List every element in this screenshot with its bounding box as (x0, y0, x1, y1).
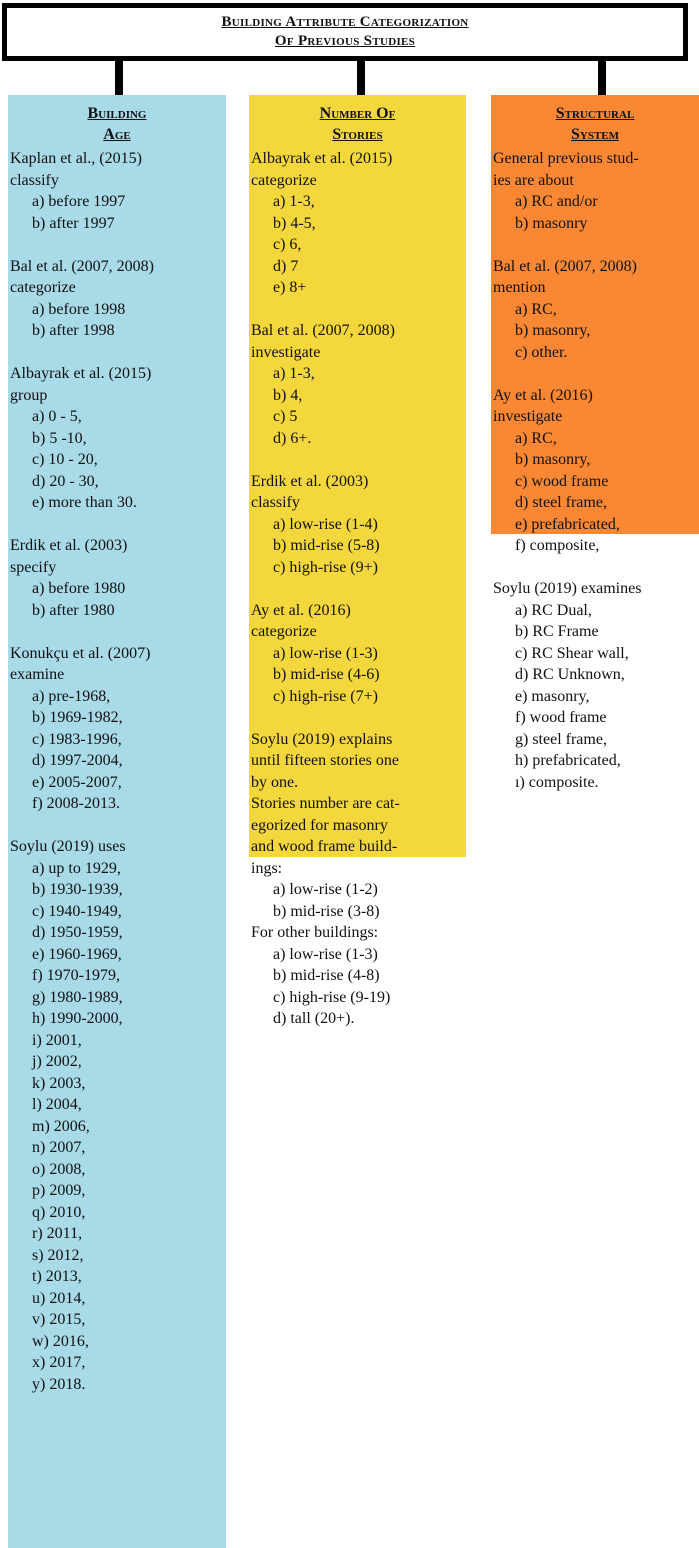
category-item: c) RC Shear wall, (515, 644, 629, 662)
study-block (249, 600, 466, 708)
category-item: t) 2013, (32, 1268, 82, 1285)
category-item: k) 2003, (32, 1074, 86, 1092)
study-text: Soylu (2019) examines (493, 580, 642, 597)
diagram-title-box (2, 3, 688, 61)
category-item: a) before 1998 (32, 300, 126, 318)
study-text: Erdik et al. (2003) (251, 472, 369, 490)
study-text: by one. (251, 773, 299, 791)
study-block (491, 256, 699, 364)
study-text: Kaplan et al., (2015) (10, 150, 142, 167)
study-text: and wood frame build- (251, 838, 398, 855)
study-block (8, 836, 226, 1395)
category-item: a) RC, (515, 429, 557, 447)
category-item: x) 2017, (32, 1354, 86, 1371)
study-text: General previous stud- (493, 150, 639, 167)
category-item: c) 5 (273, 408, 298, 425)
study-text: categorize (251, 171, 317, 189)
category-item: f) 1970-1979, (32, 967, 120, 984)
category-item: f) 2008-2013. (32, 795, 120, 812)
category-item: b) after 1998 (32, 322, 115, 339)
study-text: Konukçu et al. (2007) (10, 644, 151, 662)
study-text: group (10, 386, 48, 404)
category-item: f) composite, (515, 537, 600, 554)
category-item: e) more than 30. (32, 494, 137, 511)
category-item: h) prefabricated, (515, 752, 621, 769)
category-item: f) wood frame (515, 709, 607, 726)
category-item: q) 2010, (32, 1203, 86, 1221)
study-text: Bal et al. (2007, 2008) (251, 322, 395, 339)
category-item: d) 1950-1959, (32, 924, 123, 941)
category-item: a) before 1997 (32, 193, 126, 210)
study-text: categorize (10, 279, 76, 296)
study-text: Stories number are cat- (251, 795, 400, 812)
study-text: investigate (493, 408, 563, 425)
study-text: investigate (251, 343, 321, 361)
study-block (249, 729, 466, 1030)
column-heading-building-age: Building Age (87, 105, 147, 143)
study-text: mention (493, 279, 546, 296)
study-text: until fifteen stories one (251, 752, 399, 769)
category-item: b) 4-5, (273, 214, 316, 232)
study-block (8, 148, 226, 234)
study-block (8, 643, 226, 815)
category-item: u) 2014, (32, 1289, 86, 1307)
study-text: Erdik et al. (2003) (10, 537, 128, 554)
study-text: categorize (251, 623, 317, 640)
category-item: a) low-rise (1-3) (273, 644, 378, 662)
category-item: a) before 1980 (32, 580, 126, 597)
category-item: a) low-rise (1-4) (273, 515, 378, 533)
column-building-age (8, 95, 226, 1548)
category-item: a) low-rise (1-3) (273, 945, 378, 963)
category-item: b) 1969-1982, (32, 709, 123, 726)
category-item: w) 2016, (32, 1332, 89, 1350)
category-item: b) mid-rise (5-8) (273, 537, 380, 554)
category-item: d) 20 - 30, (32, 472, 99, 490)
study-text: ies are about (493, 171, 574, 189)
category-item: j) 2002, (32, 1053, 82, 1070)
category-item: e) 2005-2007, (32, 773, 122, 791)
category-item: m) 2006, (32, 1117, 90, 1135)
category-item: d) steel frame, (515, 494, 607, 511)
category-item: e) prefabricated, (515, 515, 620, 533)
connector-structural-system (598, 61, 606, 95)
study-block (491, 578, 699, 793)
category-item: a) 1-3, (273, 193, 315, 210)
category-item: c) high-rise (7+) (273, 687, 378, 705)
study-text: Bal et al. (2007, 2008) (10, 257, 154, 275)
category-item: c) other. (515, 343, 568, 361)
category-item: b) masonry, (515, 322, 591, 339)
category-item: d) RC Unknown, (515, 666, 625, 683)
connector-stories (357, 61, 365, 95)
study-block (8, 363, 226, 514)
category-item: b) mid-rise (3-8) (273, 902, 380, 920)
category-item: a) RC, (515, 300, 557, 318)
category-item: b) masonry (515, 214, 588, 232)
category-item: s) 2012, (32, 1246, 84, 1264)
category-item: e) 8+ (273, 279, 307, 296)
category-item: c) 6, (273, 236, 302, 253)
study-text: For other buildings: (251, 924, 379, 941)
study-block (249, 148, 466, 299)
column-structural-system (491, 95, 699, 791)
category-item: y) 2018. (32, 1375, 86, 1393)
category-item: l) 2004, (32, 1096, 82, 1113)
category-item: r) 2011, (32, 1225, 83, 1242)
study-text: examine (10, 666, 65, 683)
category-item: a) RC Dual, (515, 601, 592, 619)
study-block (249, 471, 466, 579)
category-item: p) 2009, (32, 1182, 86, 1199)
category-item: ı) composite. (515, 773, 599, 791)
category-item: g) 1980-1989, (32, 988, 123, 1006)
study-text: Ay et al. (2016) (251, 601, 351, 619)
category-item: e) masonry, (515, 687, 590, 705)
category-item: i) 2001, (32, 1031, 82, 1049)
category-item: h) 1990-2000, (32, 1010, 123, 1027)
category-item: b) mid-rise (4-6) (273, 666, 380, 683)
category-item: v) 2015, (32, 1311, 86, 1328)
category-item: b) after 1997 (32, 214, 115, 232)
study-text: Albayrak et al. (2015) (251, 150, 393, 167)
category-item: a) pre-1968, (32, 687, 111, 705)
category-item: b) 4, (273, 386, 303, 404)
category-item: a) 0 - 5, (32, 408, 82, 425)
study-text: Albayrak et al. (2015) (10, 365, 152, 382)
category-item: c) 10 - 20, (32, 451, 98, 468)
category-item: b) 1930-1939, (32, 881, 123, 898)
column-heading-number-of-stories: Number Of Stories (319, 105, 396, 143)
column-number-of-stories (249, 95, 466, 1027)
category-item: c) 1983-1996, (32, 730, 122, 748)
study-text: Ay et al. (2016) (493, 386, 593, 404)
category-item: a) RC and/or (515, 193, 598, 210)
category-item: d) 6+. (273, 429, 312, 447)
study-text: specify (10, 558, 57, 576)
category-item: c) 1940-1949, (32, 902, 122, 920)
study-text: egorized for masonry (251, 816, 388, 834)
category-item: a) up to 1929, (32, 859, 121, 877)
category-item: d) tall (20+). (273, 1010, 355, 1027)
category-item: b) RC Frame (515, 623, 599, 640)
study-block (249, 320, 466, 449)
title-line-2: Of Previous Studies (274, 33, 416, 49)
category-item: a) 1-3, (273, 365, 315, 382)
study-block (491, 385, 699, 557)
category-item: b) masonry, (515, 451, 591, 468)
category-item: c) high-rise (9+) (273, 558, 378, 576)
category-item: d) 1997-2004, (32, 752, 123, 769)
column-heading-structural-system: Structural System (555, 105, 635, 143)
category-item: a) low-rise (1-2) (273, 881, 378, 898)
study-text: classify (251, 494, 300, 511)
study-text: Soylu (2019) uses (10, 838, 126, 855)
study-text: ings: (251, 859, 283, 877)
study-text: Bal et al. (2007, 2008) (493, 257, 637, 275)
connector-age (115, 61, 123, 95)
category-item: c) wood frame (515, 472, 609, 490)
study-text: classify (10, 171, 59, 189)
study-text: Soylu (2019) explains (251, 730, 393, 748)
category-item: b) after 1980 (32, 601, 115, 619)
category-item: b) 5 -10, (32, 429, 87, 447)
study-block (8, 256, 226, 342)
category-item: e) 1960-1969, (32, 945, 122, 963)
study-block (8, 535, 226, 621)
category-item: d) 7 (273, 257, 299, 275)
category-item: n) 2007, (32, 1139, 86, 1156)
category-item: b) mid-rise (4-8) (273, 967, 380, 984)
category-item: o) 2008, (32, 1160, 86, 1178)
category-item: c) high-rise (9-19) (273, 988, 391, 1006)
category-item: g) steel frame, (515, 730, 607, 748)
study-block (491, 148, 699, 234)
title-line-1: Building Attribute Categorization (221, 14, 469, 30)
